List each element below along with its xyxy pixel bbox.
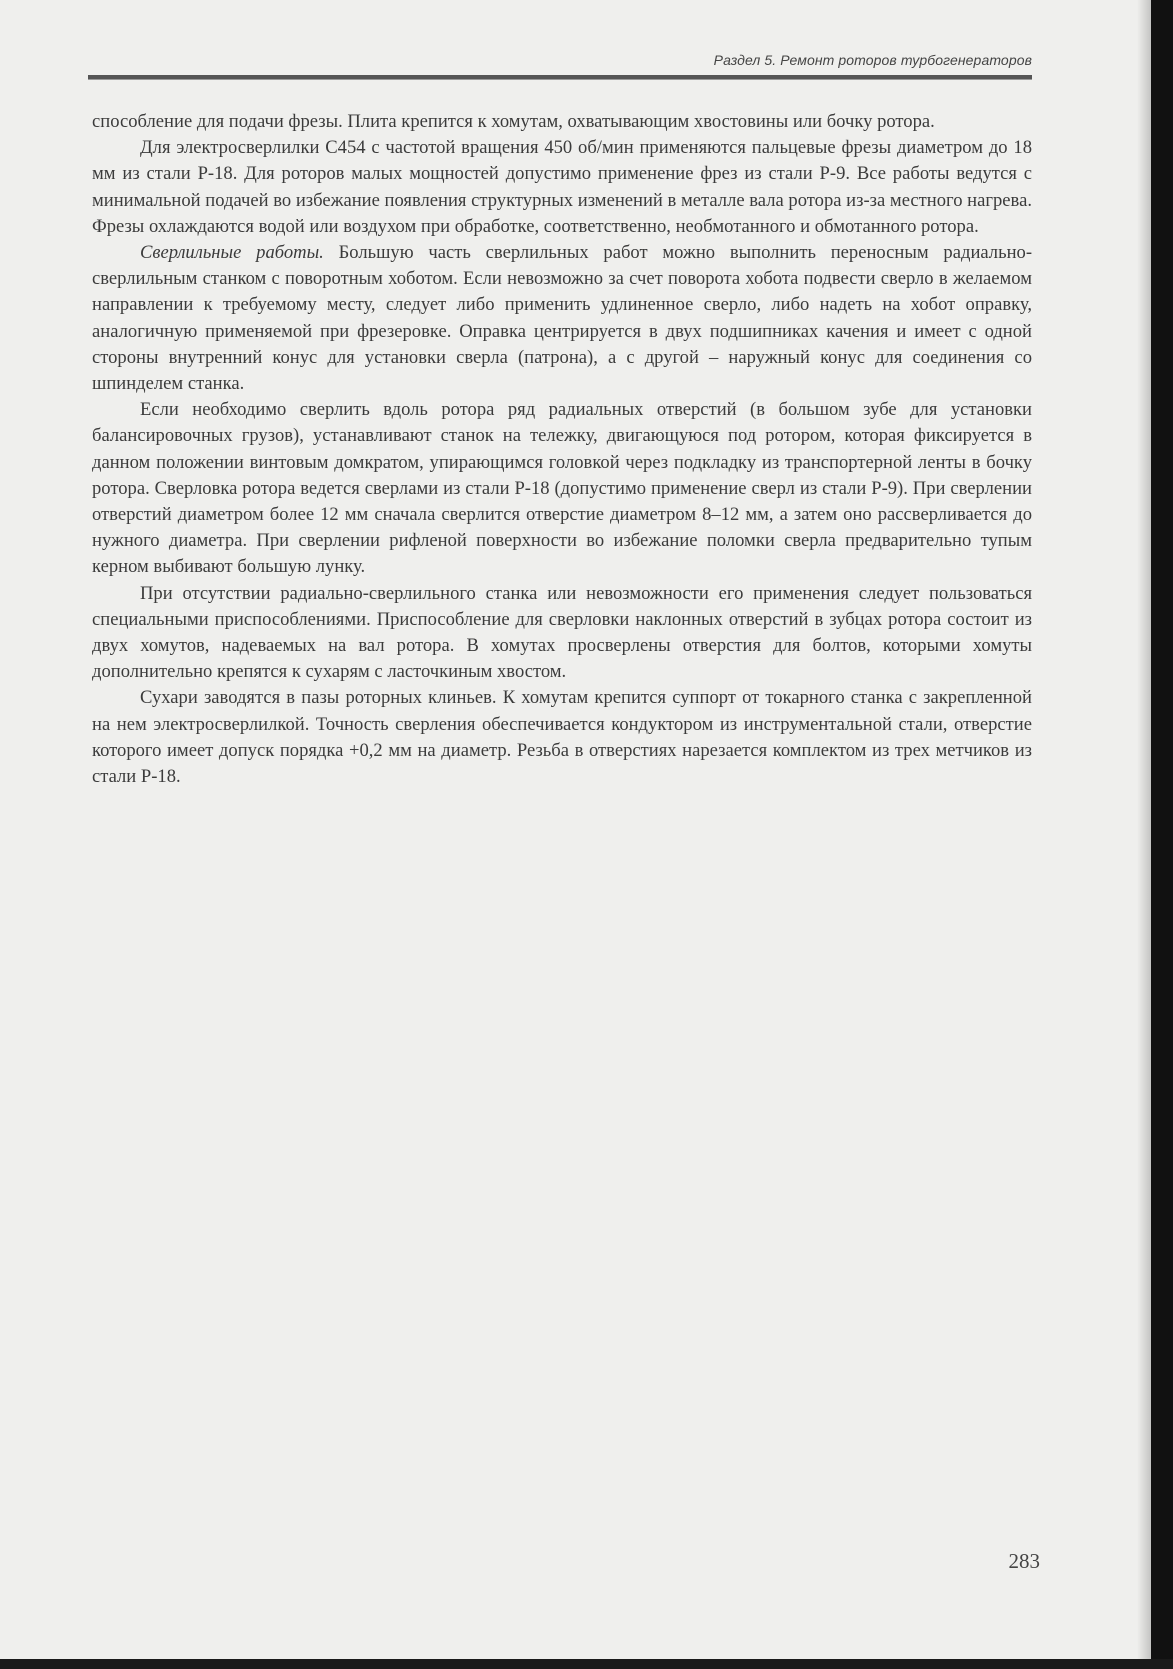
paragraph-3-lead: Сверлильные работы. xyxy=(140,242,324,264)
header-rule xyxy=(88,75,1032,80)
paragraph-5 xyxy=(92,581,1032,686)
scan-right-edge xyxy=(1151,0,1173,1669)
page-binding-shadow xyxy=(1137,0,1151,1669)
running-header: Раздел 5. Ремонт роторов турбогенераторов xyxy=(713,52,1032,68)
page-number: 283 xyxy=(1008,1549,1040,1573)
paragraph-6 xyxy=(92,685,1032,790)
paragraph-5-text: При отсутствии радиально-сверлильного станка или невозможности его применения следует пользоваться специальными приспособлениями. Приспособление для сверловки наклонных отверстий в зубцах ротора состоит из двух хомутов, надеваемых на вал ротора. В хомутах просверлены отверстия для болтов, которыми хомуты дополнительно крепятся к сухарям с ласточкиным хвостом. xyxy=(92,582,1032,683)
paragraph-1-text: способление для подачи фрезы. Плита крепится к хомутам, охватывающим хвостовины или бочку ротора. xyxy=(92,111,935,132)
paragraph-3 xyxy=(92,240,1032,397)
paragraph-4 xyxy=(92,397,1032,580)
paragraph-1 xyxy=(92,109,1032,135)
scan-bottom-edge xyxy=(0,1659,1173,1669)
paragraph-2 xyxy=(92,135,1032,240)
body-text xyxy=(92,109,1032,790)
paragraph-6-text: Сухари заводятся в пазы роторных клиньев. К хомутам крепится суппорт от токарного станка с закрепленной на нем электросверлилкой. Точность сверления обеспечивается кондуктором из инструментальной стали, отверстие которого имеет допуск порядка +0,2 мм на диаметр. Резьба в отверстиях нарезается комплектом из трех метчиков из стали Р-18. xyxy=(92,687,1032,788)
paragraph-3-text: Большую часть сверлильных работ можно выполнить переносным радиально-сверлильным станком с поворотным хоботом. Если невозможно за счет поворота хобота подвести сверло в желаемом направлении к требуемому месту, следует либо применить удлиненное сверло, либо надеть на хобот оправку, аналогичную применяемой при фрезеровке. Оправка центрируется в двух подшипниках качения и имеет с одной стороны внутренний конус для установки сверла (патрона), а с другой – наружный конус для соединения со шпинделем станка. xyxy=(92,242,1033,395)
paragraph-4-text: Если необходимо сверлить вдоль ротора ряд радиальных отверстий (в большом зубе для установки балансировочных грузов), устанавливают станок на тележку, двигающуюся под ротором, которая фиксируется в данном положении винтовым домкратом, упирающимся головкой через подкладку из транспортерной ленты в бочку ротора. Сверловка ротора ведется сверлами из стали Р-18 (допустимо применение сверл из стали Р-9). При сверлении отверстий диаметром более 12 мм сначала сверлится отверстие диаметром 8–12 мм, а затем оно рассверливается до нужного диаметра. При сверлении рифленой поверхности во избежание поломки сверла предварительно тупым керном выбивают большую лунку. xyxy=(92,399,1032,578)
paragraph-2-text: Для электросверлилки С454 с частотой вращения 450 об/мин применяются пальцевые фрезы диаметром до 18 мм из стали Р-18. Для роторов малых мощностей допустимо применение фрез из стали Р-9. Все работы ведутся с минимальной подачей во избежание появления структурных изменений в металле вала ротора из-за местного нагрева. Фрезы охлаждаются водой или воздухом при обработке, соответственно, необмотанного и обмотанного ротора. xyxy=(92,137,1032,237)
